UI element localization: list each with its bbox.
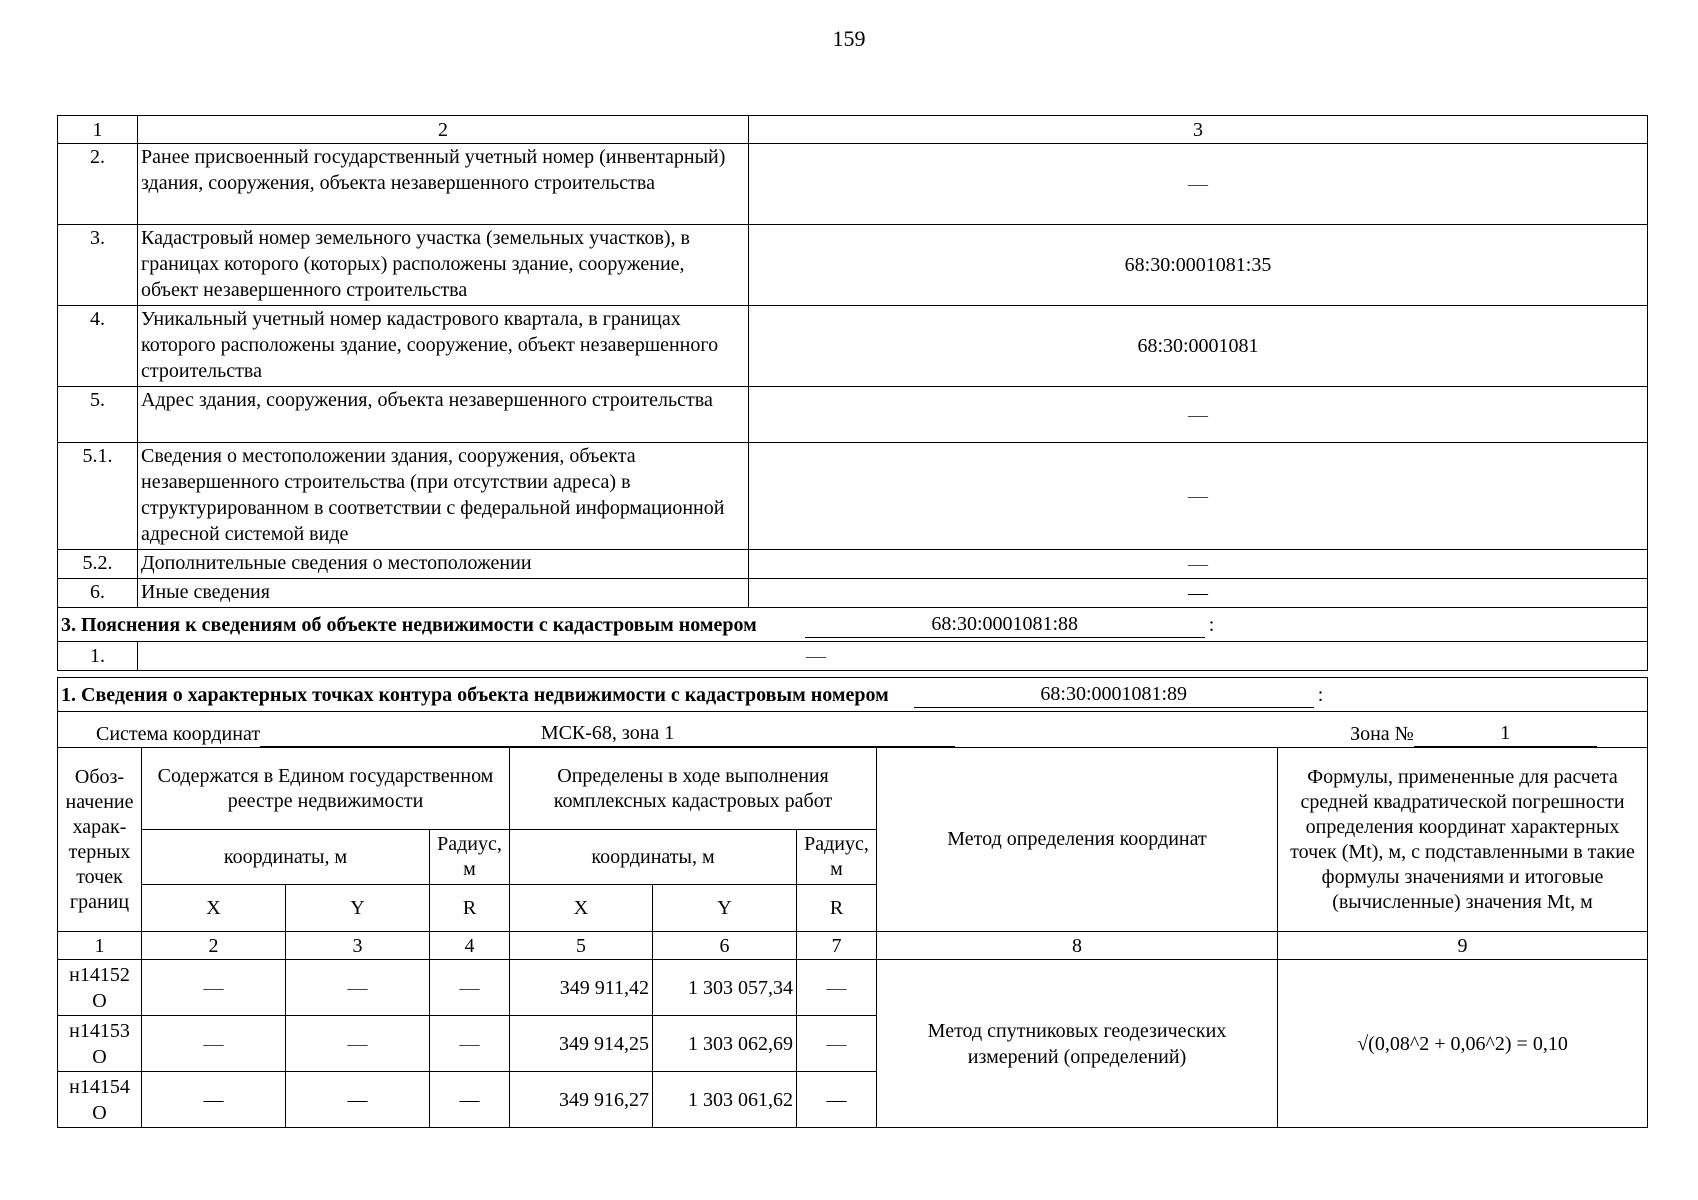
r-header: R xyxy=(797,885,877,932)
cell-r-egrn: — xyxy=(430,1072,510,1128)
cell-y-egrn: — xyxy=(286,1016,430,1072)
column-number: 9 xyxy=(1278,932,1648,960)
complex-works-header: Определены в ходе выполнения комплексных кадастровых работ xyxy=(510,748,877,830)
section-3-heading xyxy=(58,608,1648,642)
row-label: Дополнительные сведения о местоположении xyxy=(138,550,749,579)
column-number: 8 xyxy=(877,932,1278,960)
x-header: X xyxy=(142,885,286,932)
table-row xyxy=(58,225,1648,306)
row-value: — xyxy=(749,387,1648,443)
row-label: Ранее присвоенный государственный учетный номер (инвентарный) здания, сооружения, объекта незавершенного строительства xyxy=(138,144,749,225)
section-3-cadastral-number: 68:30:0001081:88 xyxy=(805,611,1205,638)
section-3-colon: : xyxy=(1208,614,1215,636)
cell-r-complex: — xyxy=(797,1072,877,1128)
cell-y-complex: 1 303 062,69 xyxy=(653,1016,797,1072)
cell-r-egrn: — xyxy=(430,1016,510,1072)
section-1-heading-row xyxy=(58,678,1648,712)
y-header: Y xyxy=(653,885,797,932)
column-number: 4 xyxy=(430,932,510,960)
row-number: 5.2. xyxy=(58,550,138,579)
cell-y-complex: 1 303 057,34 xyxy=(653,960,797,1016)
row-label: Кадастровый номер земельного участка (земельных участков), в границах которого (которых) расположены здание, сооружение, объект незавершенного строительства xyxy=(138,225,749,306)
section-1-colon: : xyxy=(1317,684,1324,706)
point-designation: н14152 О xyxy=(58,960,142,1016)
table-row xyxy=(58,579,1648,608)
coordinate-system-cell xyxy=(58,712,1648,748)
page-number: 159 xyxy=(832,26,866,51)
coordinate-system-label: Система координат xyxy=(96,722,261,745)
formula-header: Формулы, примененные для расчета средней квадратической погрешности определения координат характерных точек (Mt), м, с подставленными в такие формулы значениями и итоговые (вычисленные) значения Mt, м xyxy=(1278,748,1648,932)
cell-x-complex: 349 914,25 xyxy=(510,1016,653,1072)
section-3-row-value: — xyxy=(806,645,826,667)
designation-header: Обоз-начение харак-терных точек границ xyxy=(58,748,142,932)
radius-header: Радиус, м xyxy=(797,830,877,885)
row-value: 68:30:0001081:35 xyxy=(749,225,1648,306)
row-value: — xyxy=(749,144,1648,225)
row-value: — xyxy=(749,443,1648,550)
coordinates-header: координаты, м xyxy=(142,830,430,885)
section-3-heading-row xyxy=(58,608,1648,642)
zone-value: 1 xyxy=(1414,720,1597,747)
cell-y-egrn: — xyxy=(286,1072,430,1128)
column-number: 7 xyxy=(797,932,877,960)
table-row xyxy=(58,550,1648,579)
cell-x-complex: 349 916,27 xyxy=(510,1072,653,1128)
table-row xyxy=(58,642,1648,671)
column-number: 2 xyxy=(142,932,286,960)
header-cell: 1 xyxy=(58,116,138,144)
table-row xyxy=(58,144,1648,225)
section-1-heading xyxy=(58,678,1648,712)
column-numbers-row xyxy=(58,932,1648,960)
cell-x-egrn: — xyxy=(142,960,286,1016)
row-number: 6. xyxy=(58,579,138,608)
object-info-table xyxy=(57,115,1648,671)
table-row xyxy=(58,443,1648,550)
row-number: 5. xyxy=(58,387,138,443)
point-designation: н14153 О xyxy=(58,1016,142,1072)
cell-r-egrn: — xyxy=(430,960,510,1016)
row-label: Адрес здания, сооружения, объекта незавершенного строительства xyxy=(138,387,749,443)
section-3-title: 3. Пояснения к сведениям об объекте недвижимости с кадастровым номером xyxy=(61,614,757,636)
column-number: 6 xyxy=(653,932,797,960)
row-number: 5.1. xyxy=(58,443,138,550)
section-1-cadastral-number: 68:30:0001081:89 xyxy=(914,681,1314,708)
row-number: 3. xyxy=(58,225,138,306)
row-value: — xyxy=(749,579,1648,608)
row-number: 4. xyxy=(58,306,138,387)
column-number: 3 xyxy=(286,932,430,960)
row-value: 68:30:0001081 xyxy=(749,306,1648,387)
method-header: Метод определения координат xyxy=(877,748,1278,932)
table-row xyxy=(58,960,1648,1016)
header-cell: 2 xyxy=(138,116,749,144)
zone-label: Зона № xyxy=(1350,722,1414,745)
table-row xyxy=(58,306,1648,387)
table-row xyxy=(58,387,1648,443)
cell-r-complex: — xyxy=(797,1016,877,1072)
x-header: X xyxy=(510,885,653,932)
row-value: — xyxy=(749,550,1648,579)
method-value: Метод спутниковых геодезических измерений (определений) xyxy=(877,960,1278,1128)
radius-header: Радиус, м xyxy=(430,830,510,885)
row-label: Уникальный учетный номер кадастрового квартала, в границах которого расположены здание, сооружение, объект незавершенного строительства xyxy=(138,306,749,387)
coordinates-header: координаты, м xyxy=(510,830,797,885)
row-number: 2. xyxy=(58,144,138,225)
header-row-1 xyxy=(58,748,1648,830)
characteristic-points-table xyxy=(57,677,1648,1128)
cell-y-complex: 1 303 061,62 xyxy=(653,1072,797,1128)
point-designation: н14154 О xyxy=(58,1072,142,1128)
coordinate-system-row xyxy=(58,712,1648,748)
cell-r-complex: — xyxy=(797,960,877,1016)
section-1-title: 1. Сведения о характерных точках контура объекта недвижимости с кадастровым номером xyxy=(61,684,889,706)
section-3-row-value-cell xyxy=(138,642,1648,671)
r-header: R xyxy=(430,885,510,932)
column-number: 1 xyxy=(58,932,142,960)
coordinate-system-value: МСК-68, зона 1 xyxy=(260,720,955,747)
row-number: 1. xyxy=(58,642,138,671)
egrn-header: Содержатся в Едином государственном реестре недвижимости xyxy=(142,748,510,830)
cell-x-egrn: — xyxy=(142,1072,286,1128)
row-label: Сведения о местоположении здания, сооружения, объекта незавершенного строительства (при отсутствии адреса) в структурированном в соответствии с федеральной информационной адресной системой виде xyxy=(138,443,749,550)
header-cell: 3 xyxy=(749,116,1648,144)
cell-y-egrn: — xyxy=(286,960,430,1016)
y-header: Y xyxy=(286,885,430,932)
cell-x-egrn: — xyxy=(142,1016,286,1072)
table-header-row xyxy=(58,116,1648,144)
row-label: Иные сведения xyxy=(138,579,749,608)
cell-x-complex: 349 911,42 xyxy=(510,960,653,1016)
formula-value: √(0,08^2 + 0,06^2) = 0,10 xyxy=(1278,960,1648,1128)
column-number: 5 xyxy=(510,932,653,960)
